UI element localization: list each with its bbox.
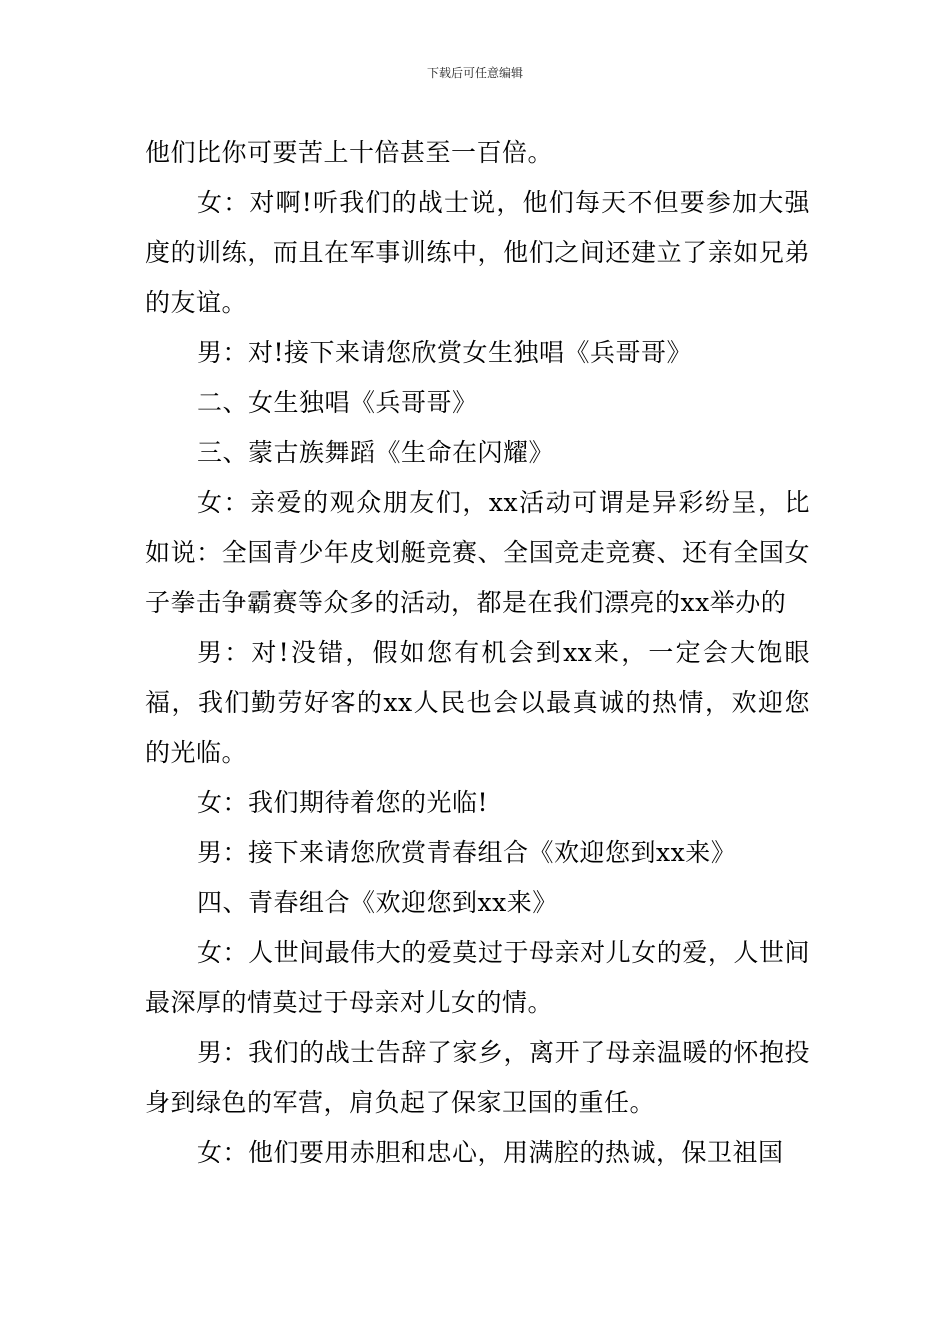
paragraph-3: 男：对!接下来请您欣赏女生独唱《兵哥哥》 [197, 338, 693, 367]
paragraph-2: 女：对啊!听我们的战士说，他们每天不但要参加大强度的训练，而且在军事训练中，他们之间还建立了亲如兄弟的友谊。 [145, 188, 810, 317]
paragraph-11: 女：人世间最伟大的爱莫过于母亲对儿女的爱，人世间最深厚的情莫过于母亲对儿女的情。 [145, 938, 810, 1017]
paragraph-9: 男：接下来请您欣赏青春组合《欢迎您到xx来》 [197, 838, 737, 867]
paragraph-10: 四、青春组合《欢迎您到xx来》 [197, 888, 558, 917]
paragraph-13: 女：他们要用赤胆和忠心，用满腔的热诚，保卫祖国 [197, 1138, 784, 1167]
paragraph-4: 二、女生独唱《兵哥哥》 [197, 388, 478, 417]
page-header: 下载后可任意编辑 [426, 66, 523, 80]
paragraph-12: 男：我们的战士告辞了家乡，离开了母亲温暖的怀抱投身到绿色的军营，肩负起了保家卫国的重任。 [145, 1038, 810, 1117]
paragraph-1: 他们比你可要苦上十倍甚至一百倍。 [145, 138, 554, 167]
paragraph-6: 女：亲爱的观众朋友们，xx活动可谓是异彩纷呈，比如说：全国青少年皮划艇竞赛、全国竞走竞赛、还有全国女子拳击争霸赛等众多的活动，都是在我们漂亮的xx举办的 [145, 488, 810, 617]
document-body [145, 128, 810, 1178]
paragraph-5: 三、蒙古族舞蹈《生命在闪耀》 [197, 438, 555, 467]
paragraph-8: 女：我们期待着您的光临! [197, 788, 489, 817]
paragraph-7: 男：对!没错，假如您有机会到xx来，一定会大饱眼福，我们勤劳好客的xx人民也会以最真诚的热情，欢迎您的光临。 [145, 638, 810, 767]
